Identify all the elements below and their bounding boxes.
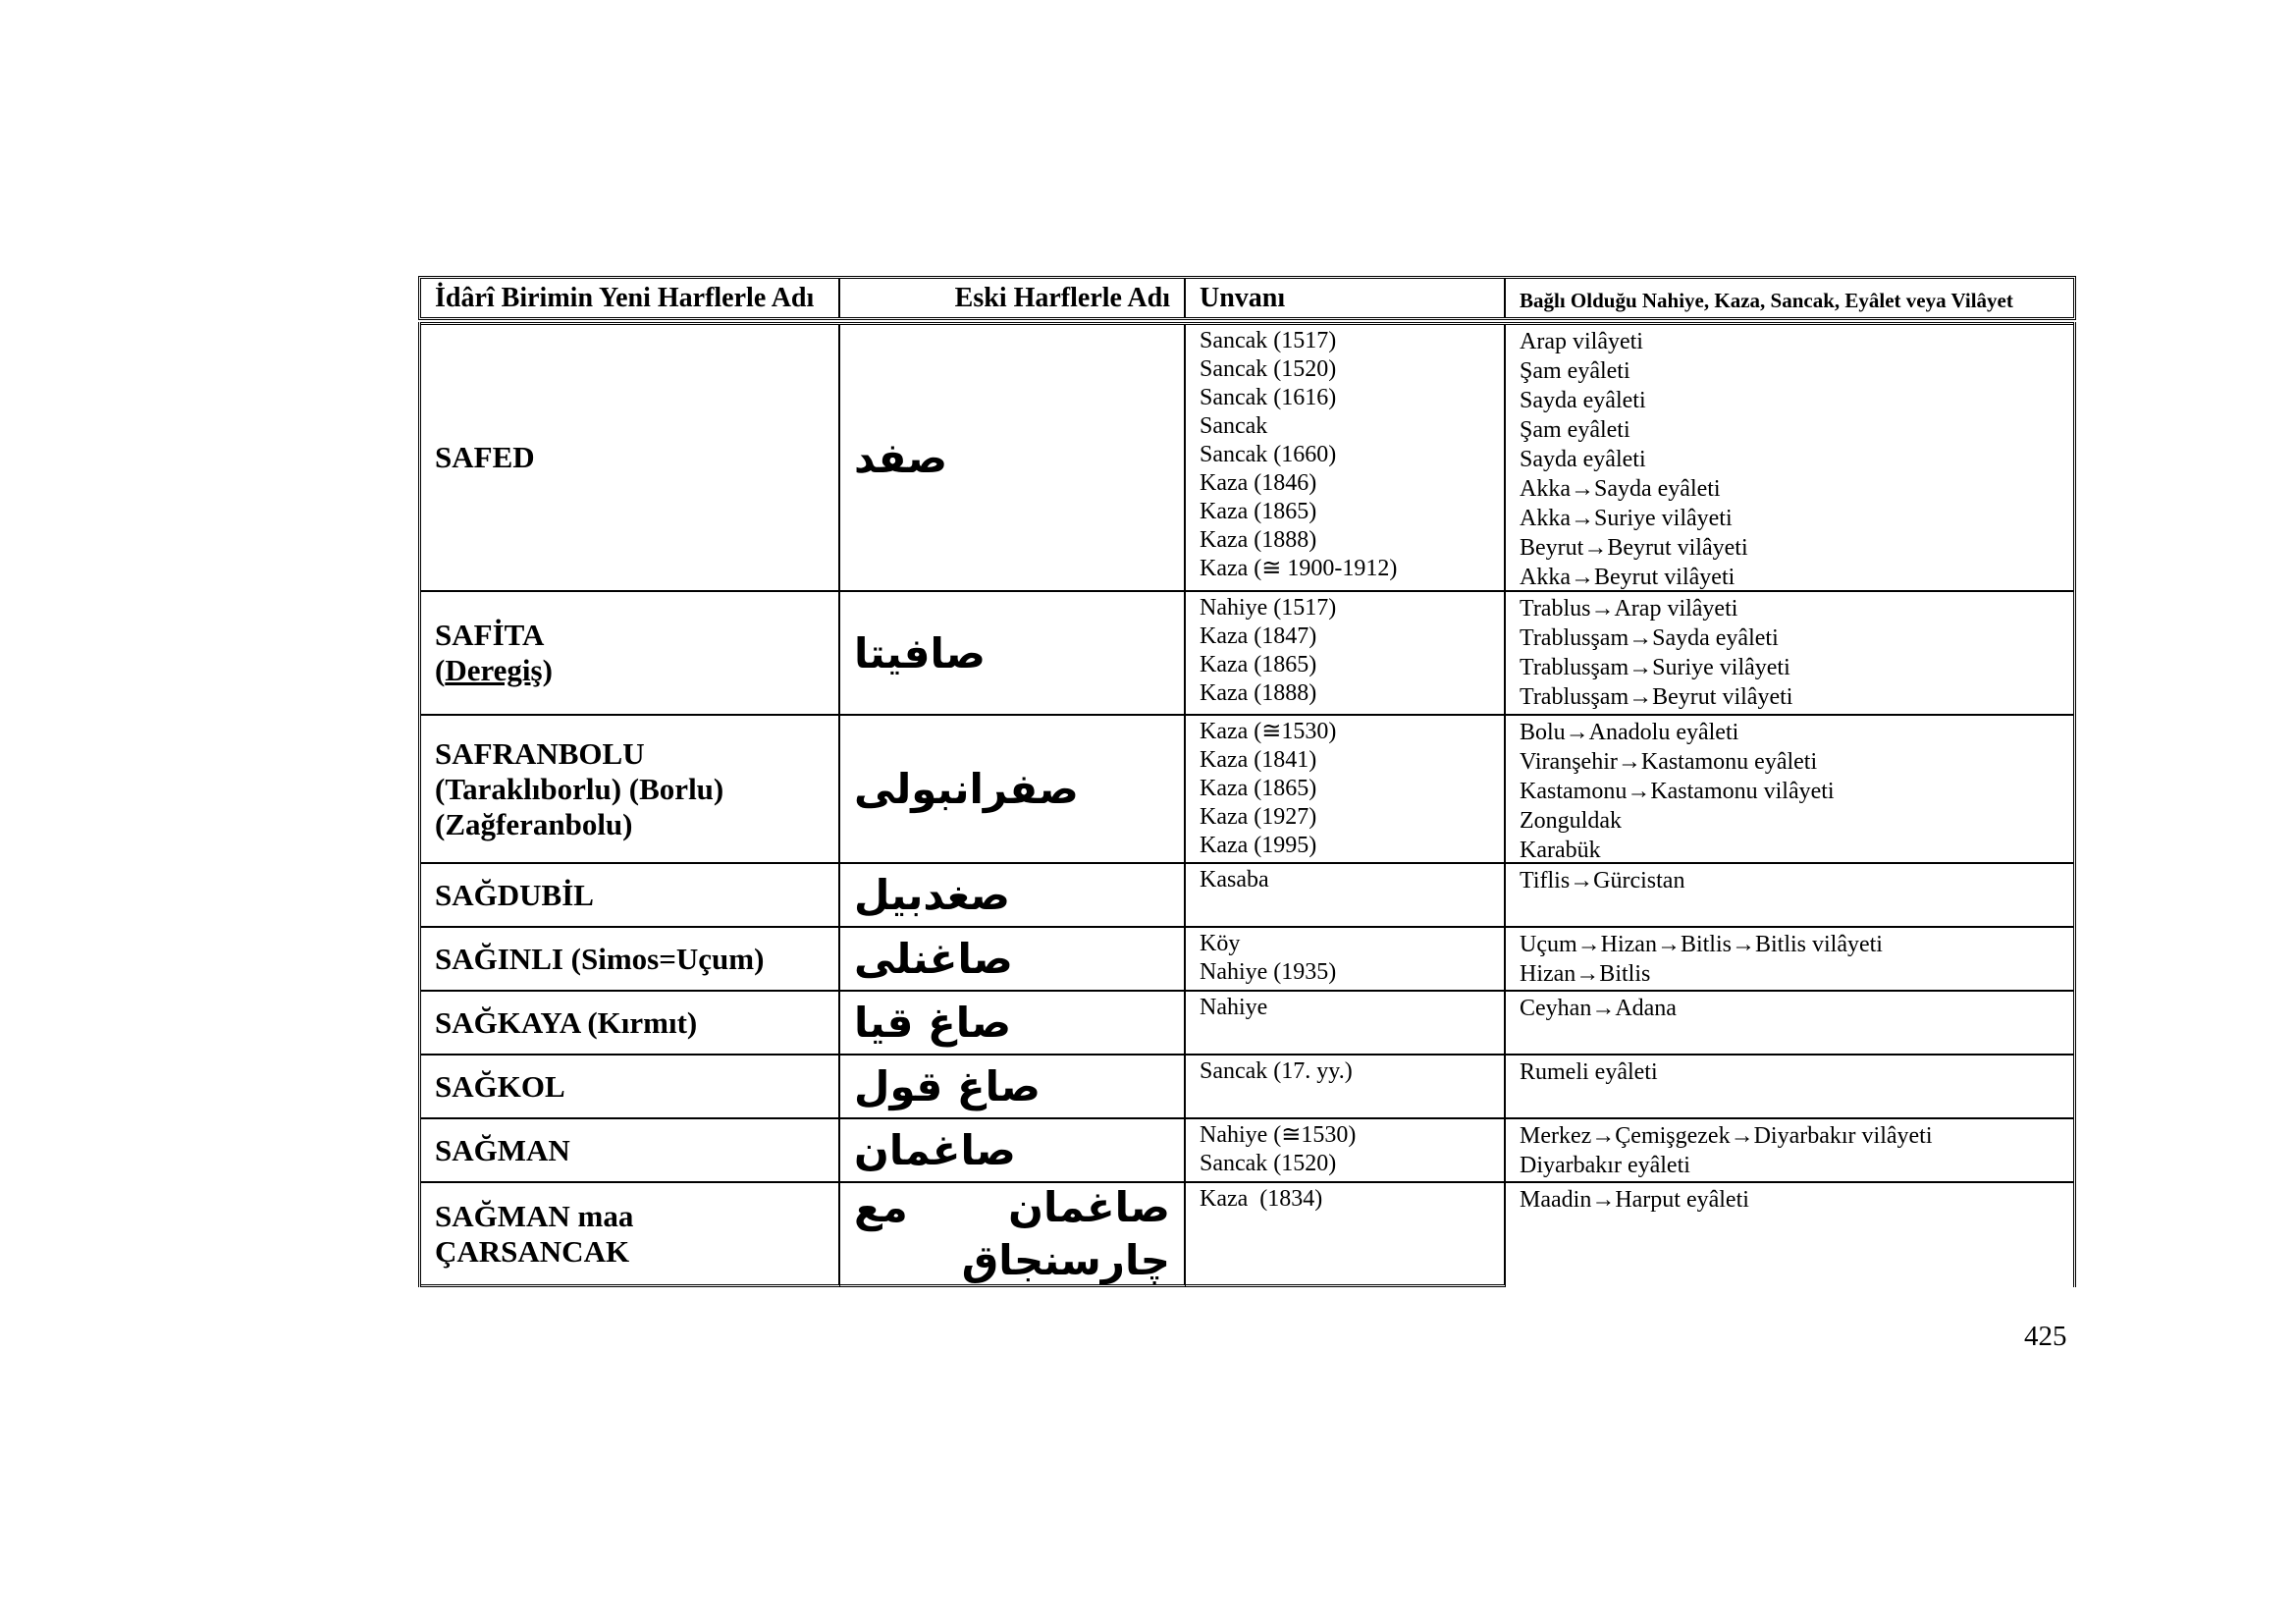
cell-affiliation: Ceyhan→Adana xyxy=(1520,996,1677,1021)
header-title: Unvanı xyxy=(1186,279,1506,317)
cell-title: Sancak (17. yy.) xyxy=(1186,1056,1506,1117)
cell-name-old: صافيتا xyxy=(840,592,1186,714)
cell-name-new: SAFİTA (Deregiş) xyxy=(421,592,840,714)
table-row xyxy=(421,322,2073,590)
cell-name-new: SAFRANBOLU (Taraklıborlu) (Borlu) (Zağferanbolu) xyxy=(421,716,840,862)
cell-name-old: صفرانبولى xyxy=(840,716,1186,862)
cell-affiliation: Uçum→Hizan→Bitlis→Bitlis vilâyeti Hizan→Bitlis xyxy=(1520,932,1883,987)
page-number: 425 xyxy=(2024,1321,2067,1352)
table-row xyxy=(421,990,2073,1054)
cell-name-old: صفد xyxy=(840,325,1186,590)
cell-affiliation: Arap vilâyeti Şam eyâleti Sayda eyâleti Şam eyâleti Sayda eyâleti Akka→Sayda eyâleti Akka→Suriye vilâyeti Beyrut→Beyrut vilâyeti Akka→Beyrut vilâyeti xyxy=(1520,329,1748,590)
table-body xyxy=(418,322,2076,1287)
cell-title: Nahiye (≅1530) Sancak (1520) xyxy=(1186,1119,1506,1181)
cell-name-old: صغدبيل xyxy=(840,864,1186,926)
cell-affiliation: Maadin→Harput eyâleti xyxy=(1520,1187,1749,1213)
header-name-old: Eski Harflerle Adı xyxy=(840,279,1186,317)
cell-name-new: SAĞDUBİL xyxy=(421,864,840,926)
alt-name-underlined: Deregiş xyxy=(445,653,543,687)
cell-title: Sancak (1517) Sancak (1520) Sancak (1616) Sancak Sancak (1660) Kaza (1846) Kaza (1865) Kaza (1888) Kaza (≅ 1900-1912) xyxy=(1186,325,1506,590)
cell-name-new: SAĞKAYA (Kırmıt) xyxy=(421,992,840,1054)
table-header-row xyxy=(418,276,2076,320)
cell-affiliation: Tiflis→Gürcistan xyxy=(1520,868,1685,893)
cell-title: Köy Nahiye (1935) xyxy=(1186,928,1506,990)
cell-affiliation: Rumeli eyâleti xyxy=(1520,1059,1658,1085)
cell-name-new: SAFED xyxy=(421,325,840,590)
cell-affiliation: Merkez→Çemişgezek→Diyarbakır vilâyeti Diyarbakır eyâleti xyxy=(1520,1123,1933,1178)
cell-name-new: SAĞKOL xyxy=(421,1056,840,1117)
cell-name-old: صاغ قيا xyxy=(840,992,1186,1054)
cell-name-old: صاغمان مع چارسنجاق xyxy=(840,1183,1186,1287)
table-row xyxy=(421,714,2073,862)
cell-name-old: صاغمان xyxy=(840,1119,1186,1181)
table-row xyxy=(421,1054,2073,1117)
administrative-units-table xyxy=(418,276,2076,1287)
cell-name-new: SAĞINLI (Simos=Uçum) xyxy=(421,928,840,990)
table-row xyxy=(421,1181,2073,1287)
cell-title: Nahiye xyxy=(1186,992,1506,1054)
header-affiliation: Bağlı Olduğu Nahiye, Kaza, Sancak, Eyâlet veya Vilâyet xyxy=(1520,289,2013,312)
cell-name-new: SAĞMAN xyxy=(421,1119,840,1181)
table-row xyxy=(421,590,2073,714)
table-row xyxy=(421,926,2073,990)
cell-title: Kasaba xyxy=(1186,864,1506,926)
header-name-new: İdârî Birimin Yeni Harflerle Adı xyxy=(421,279,840,317)
cell-title: Nahiye (1517) Kaza (1847) Kaza (1865) Kaza (1888) xyxy=(1186,592,1506,714)
cell-name-new: SAĞMAN maa ÇARSANCAK xyxy=(421,1183,840,1287)
table-row xyxy=(421,862,2073,926)
cell-title: Kaza (1834) xyxy=(1186,1183,1506,1287)
cell-name-old: صاغ قول xyxy=(840,1056,1186,1117)
cell-affiliation: Trablus→Arap vilâyeti Trablusşam→Sayda eyâleti Trablusşam→Suriye vilâyeti Trablusşam→Beyrut vilâyeti xyxy=(1520,596,1793,710)
cell-affiliation: Bolu→Anadolu eyâleti Viranşehir→Kastamonu eyâleti Kastamonu→Kastamonu vilâyeti Zonguldak Karabük xyxy=(1520,720,1835,863)
cell-name-old: صاغنلى xyxy=(840,928,1186,990)
table-row xyxy=(421,1117,2073,1181)
cell-title: Kaza (≅1530) Kaza (1841) Kaza (1865) Kaza (1927) Kaza (1995) xyxy=(1186,716,1506,862)
